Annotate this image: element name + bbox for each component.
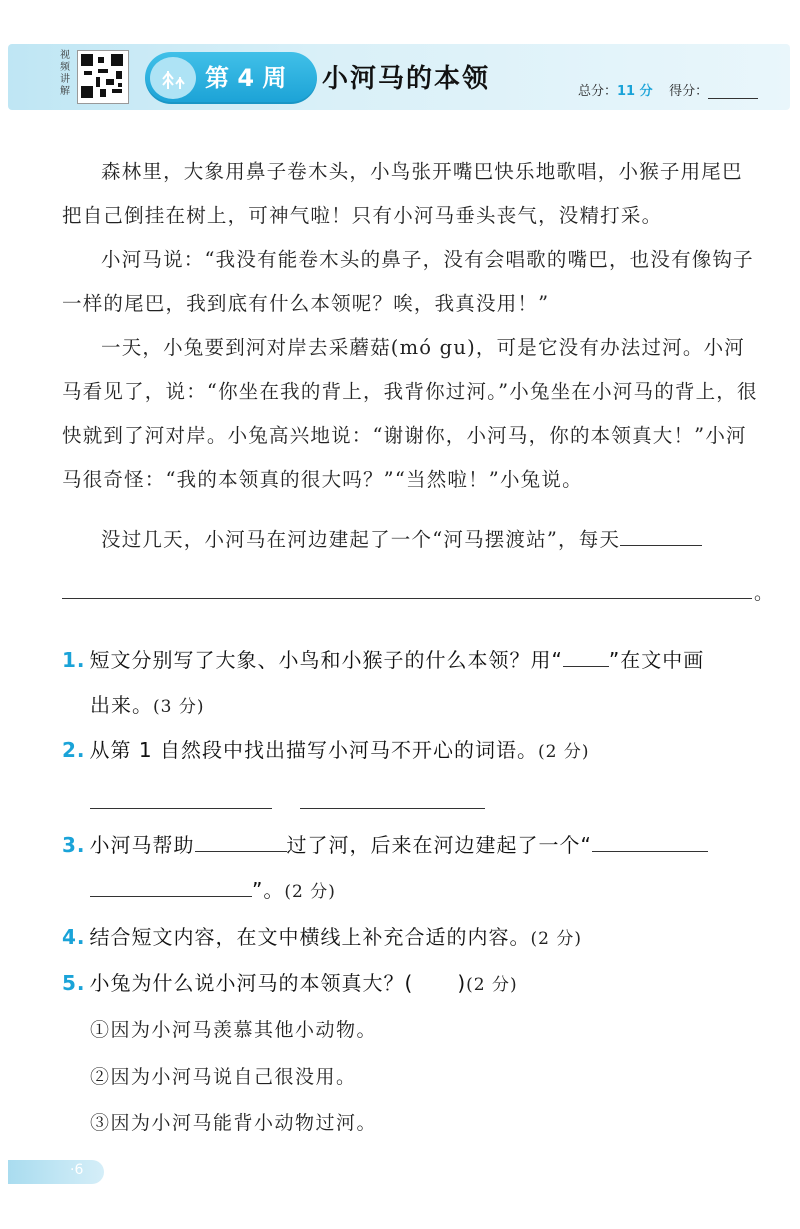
question-text: 出来。 <box>90 693 153 717</box>
score-label: 得分： <box>669 84 709 99</box>
answer-blank[interactable] <box>195 831 287 852</box>
question-2 <box>62 735 767 767</box>
question-text: ”在文中画 <box>608 648 705 672</box>
qr-code[interactable] <box>77 50 129 104</box>
total-value: 11 分 <box>617 84 653 99</box>
question-number: 5. <box>62 971 86 995</box>
paragraph-1: 森林里，大象用鼻子卷木头，小鸟张开嘴巴快乐地歌唱，小猴子用尾巴把自己倒挂在树上，可神气啦！只有小河马垂头丧气，没精打采。 <box>62 160 743 227</box>
question-points: (2 分) <box>466 975 518 995</box>
paragraph-3: 一天，小兔要到河对岸去采蘑菇(mó gu)，可是它没有办法过河。小河马看见了，说：“你坐在我的背上，我背你过河。”小兔坐在小河马的背上，很快就到了河对岸。小兔高兴地说：“谢谢你，小河马，你的本领真大！”小河马很奇怪：“我的本领真的很大吗？”“当然啦！”小兔说。 <box>62 336 758 491</box>
underline-sample <box>563 646 609 667</box>
question-1-cont <box>90 690 795 722</box>
score-box <box>578 80 758 99</box>
question-3 <box>62 830 767 860</box>
answer-blank[interactable] <box>592 831 708 852</box>
question-text: 结合短文内容，在文中横线上补充合适的内容。 <box>89 925 531 949</box>
paragraph-4-text: 没过几天，小河马在河边建起了一个“河马摆渡站”，每天 <box>101 528 621 551</box>
question-3-cont <box>90 875 795 907</box>
answer-blank[interactable] <box>90 876 252 897</box>
paragraph-4-end: 。 <box>754 582 775 604</box>
question-text: 小河马帮助 <box>89 833 195 857</box>
question-points: (2 分) <box>284 882 336 902</box>
tree-icon <box>150 57 196 99</box>
question-1 <box>62 645 767 675</box>
page-title: 小河马的本领 <box>322 64 491 94</box>
score-blank[interactable] <box>708 86 758 99</box>
paragraph-4 <box>62 518 762 562</box>
question-4 <box>62 922 767 954</box>
question-5 <box>62 968 767 1000</box>
question-text: 从第 1 自然段中找出描写小河马不开心的词语。 <box>89 738 538 762</box>
question-number: 1. <box>62 648 86 672</box>
question-number: 2. <box>62 738 86 762</box>
qr-label: 视频讲解 <box>60 50 70 97</box>
question-points: (2 分) <box>537 742 590 762</box>
answer-line[interactable] <box>300 808 485 809</box>
total-label: 总分： <box>578 84 618 99</box>
question-number: 3. <box>62 833 86 857</box>
answer-blank[interactable] <box>620 525 702 546</box>
answer-line[interactable] <box>90 808 272 809</box>
question-text: ) <box>457 971 467 995</box>
option-1[interactable]: ①因为小河马羡慕其他小动物。 <box>90 1019 378 1041</box>
answer-line[interactable] <box>62 598 752 599</box>
question-text: 小兔为什么说小河马的本领真大？( <box>89 971 414 995</box>
option-3[interactable]: ③因为小河马能背小动物过河。 <box>90 1112 378 1134</box>
week-label: 第 4 周 <box>205 64 287 92</box>
paragraph-2: 小河马说：“我没有能卷木头的鼻子，没有会唱歌的嘴巴，也没有像钩子一样的尾巴，我到底有什么本领呢？唉，我真没用！” <box>62 248 754 315</box>
question-text: ”。 <box>252 878 285 902</box>
question-text: 过了河，后来在河边建起了一个“ <box>286 833 592 857</box>
question-text: 短文分别写了大象、小鸟和小猴子的什么本领？用“ <box>89 648 563 672</box>
option-2[interactable]: ②因为小河马说自己很没用。 <box>90 1066 357 1088</box>
question-points: (2 分) <box>530 929 582 949</box>
page-tab <box>8 1160 104 1184</box>
question-number: 4. <box>62 925 86 949</box>
page-number: ·6 <box>70 1162 84 1178</box>
question-points: (3 分) <box>153 697 205 717</box>
